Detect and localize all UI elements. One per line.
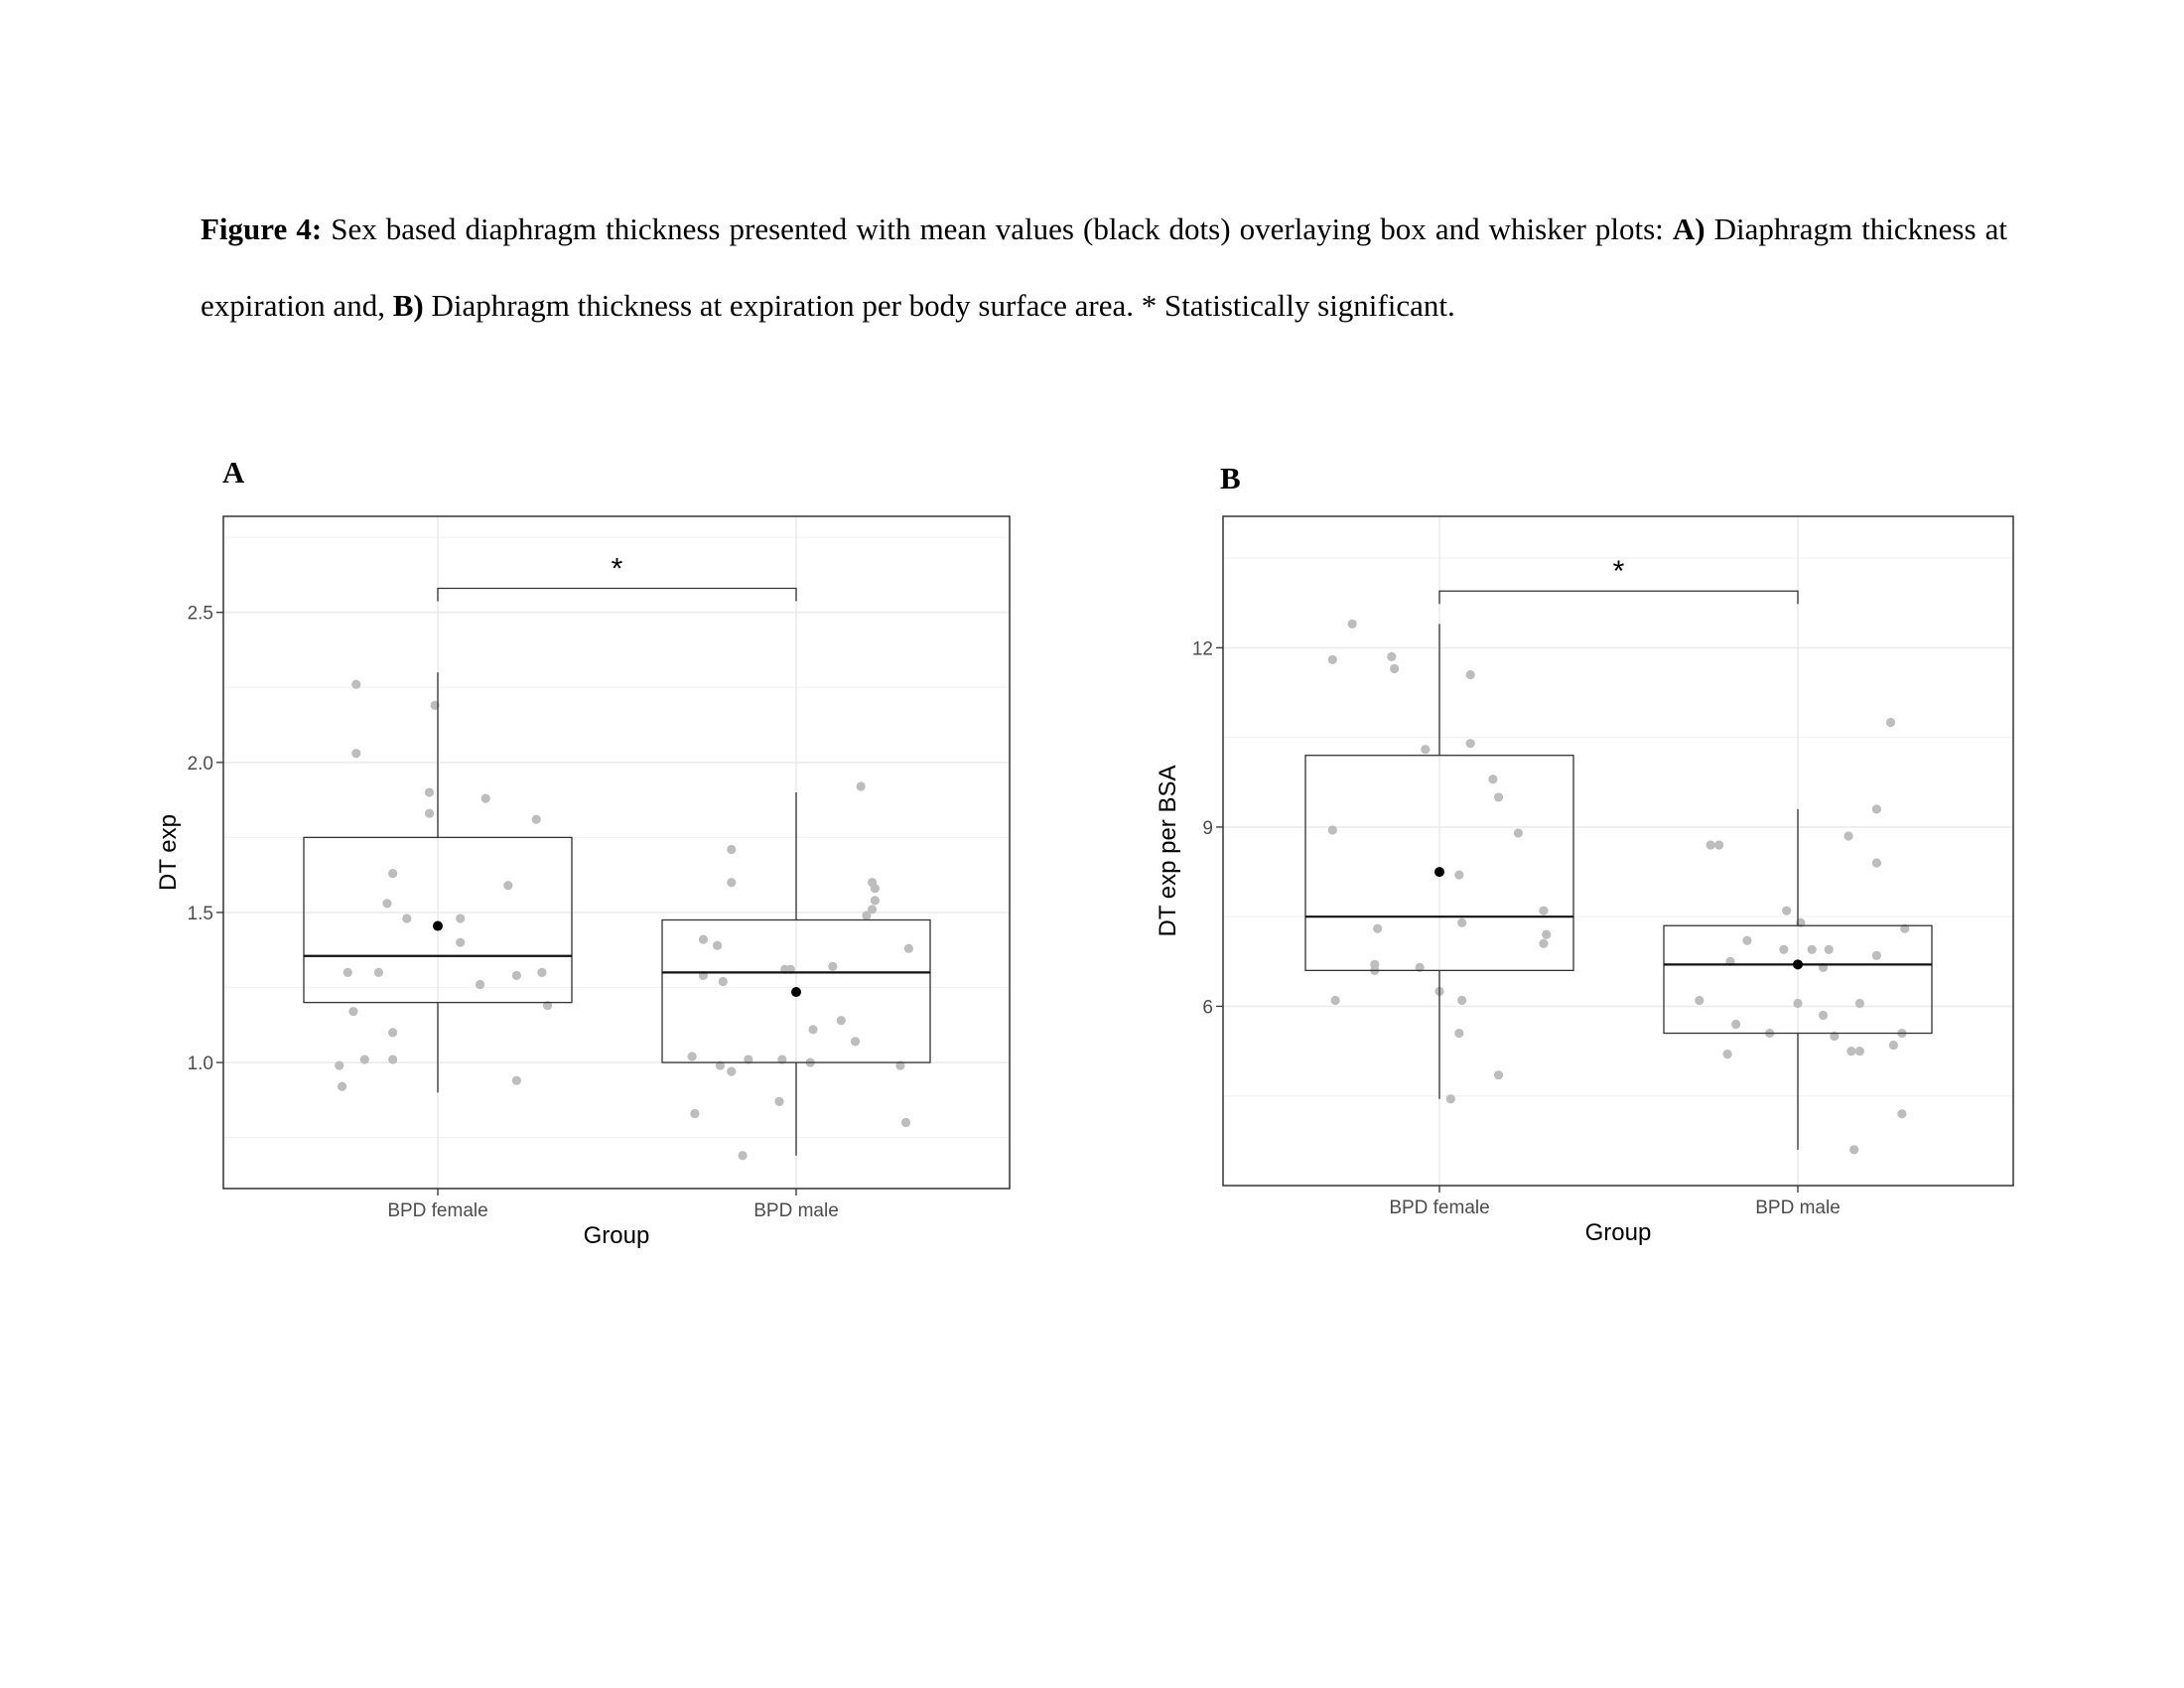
y-tick-label: 2.0 (187, 753, 213, 774)
x-tick-label: BPD male (753, 1200, 839, 1221)
significance-label: * (1612, 555, 1625, 589)
data-point (1542, 930, 1551, 939)
caption-b-label: B) (392, 288, 424, 323)
y-tick-label: 12 (1191, 638, 1213, 660)
data-point (1466, 739, 1475, 748)
data-point (1742, 936, 1751, 945)
data-point (1494, 792, 1503, 801)
data-point (1843, 831, 1852, 840)
data-point (1886, 718, 1895, 727)
x-tick-label: BPD male (1755, 1197, 1841, 1218)
data-point (1373, 924, 1382, 933)
data-point (1706, 840, 1715, 849)
data-point (1889, 1041, 1898, 1050)
x-tick-label: BPD female (387, 1200, 488, 1221)
caption-a-label: A) (1672, 211, 1706, 246)
data-point (1872, 804, 1881, 813)
y-tick-label: 1.5 (187, 903, 213, 924)
significance-label: * (611, 552, 623, 586)
data-point (1723, 1050, 1732, 1058)
caption-part1: Sex based diaphragm thickness presented with mean values (black dots) overlaying box and whisker plots: (322, 211, 1673, 246)
y-axis-title: DT exp per BSA (1155, 765, 1181, 937)
mean-marker (1434, 867, 1444, 877)
data-point (1390, 664, 1399, 673)
data-point (1457, 918, 1466, 927)
data-point (1421, 745, 1430, 754)
data-point (1897, 1109, 1906, 1118)
data-point (1348, 620, 1357, 629)
data-point (1825, 945, 1834, 954)
x-axis-title: Group (583, 1222, 650, 1249)
y-axis-title: DT exp (155, 814, 182, 891)
data-point (1514, 828, 1523, 837)
data-point (1872, 951, 1881, 960)
data-point (1331, 996, 1340, 1005)
data-point (1539, 939, 1548, 948)
data-point (1846, 1047, 1855, 1055)
data-point (1328, 655, 1337, 664)
data-point (1466, 670, 1475, 679)
y-tick-label: 2.5 (187, 603, 213, 625)
data-point (1454, 870, 1463, 879)
data-point (1539, 907, 1548, 915)
data-point (1819, 1011, 1828, 1020)
data-point (1488, 774, 1497, 783)
panel-b-letter: B (1220, 461, 1241, 495)
data-point (1328, 825, 1337, 834)
data-point (1457, 996, 1466, 1005)
data-point (1779, 945, 1788, 954)
caption-lead: Figure 4: (201, 211, 323, 246)
y-tick-label: 1.0 (187, 1054, 213, 1075)
data-point (1849, 1145, 1858, 1154)
x-axis-title: Group (1584, 1219, 1652, 1246)
y-tick-label: 9 (1202, 817, 1213, 839)
caption-part2: Diaphragm thickness at expiration and, (201, 211, 2008, 323)
data-point (1855, 999, 1864, 1008)
caption-part3: Diaphragm thickness at expiration per body surface area. * Statistically significant. (423, 288, 1455, 323)
data-point (1494, 1070, 1503, 1079)
data-point (1387, 652, 1396, 661)
plot-panel (1223, 516, 2013, 1186)
data-point (1446, 1094, 1455, 1103)
data-point (1695, 996, 1704, 1005)
data-point (1793, 999, 1802, 1008)
data-point (1872, 858, 1881, 867)
mean-marker (1793, 959, 1803, 969)
y-tick-label: 6 (1202, 997, 1213, 1019)
data-point (1855, 1047, 1864, 1055)
x-tick-label: BPD female (1389, 1197, 1490, 1218)
data-point (1731, 1020, 1740, 1029)
data-point (1782, 907, 1791, 915)
data-point (1454, 1029, 1463, 1038)
panel-a-letter: A (222, 455, 245, 490)
data-point (1808, 945, 1817, 954)
data-point (1714, 840, 1723, 849)
